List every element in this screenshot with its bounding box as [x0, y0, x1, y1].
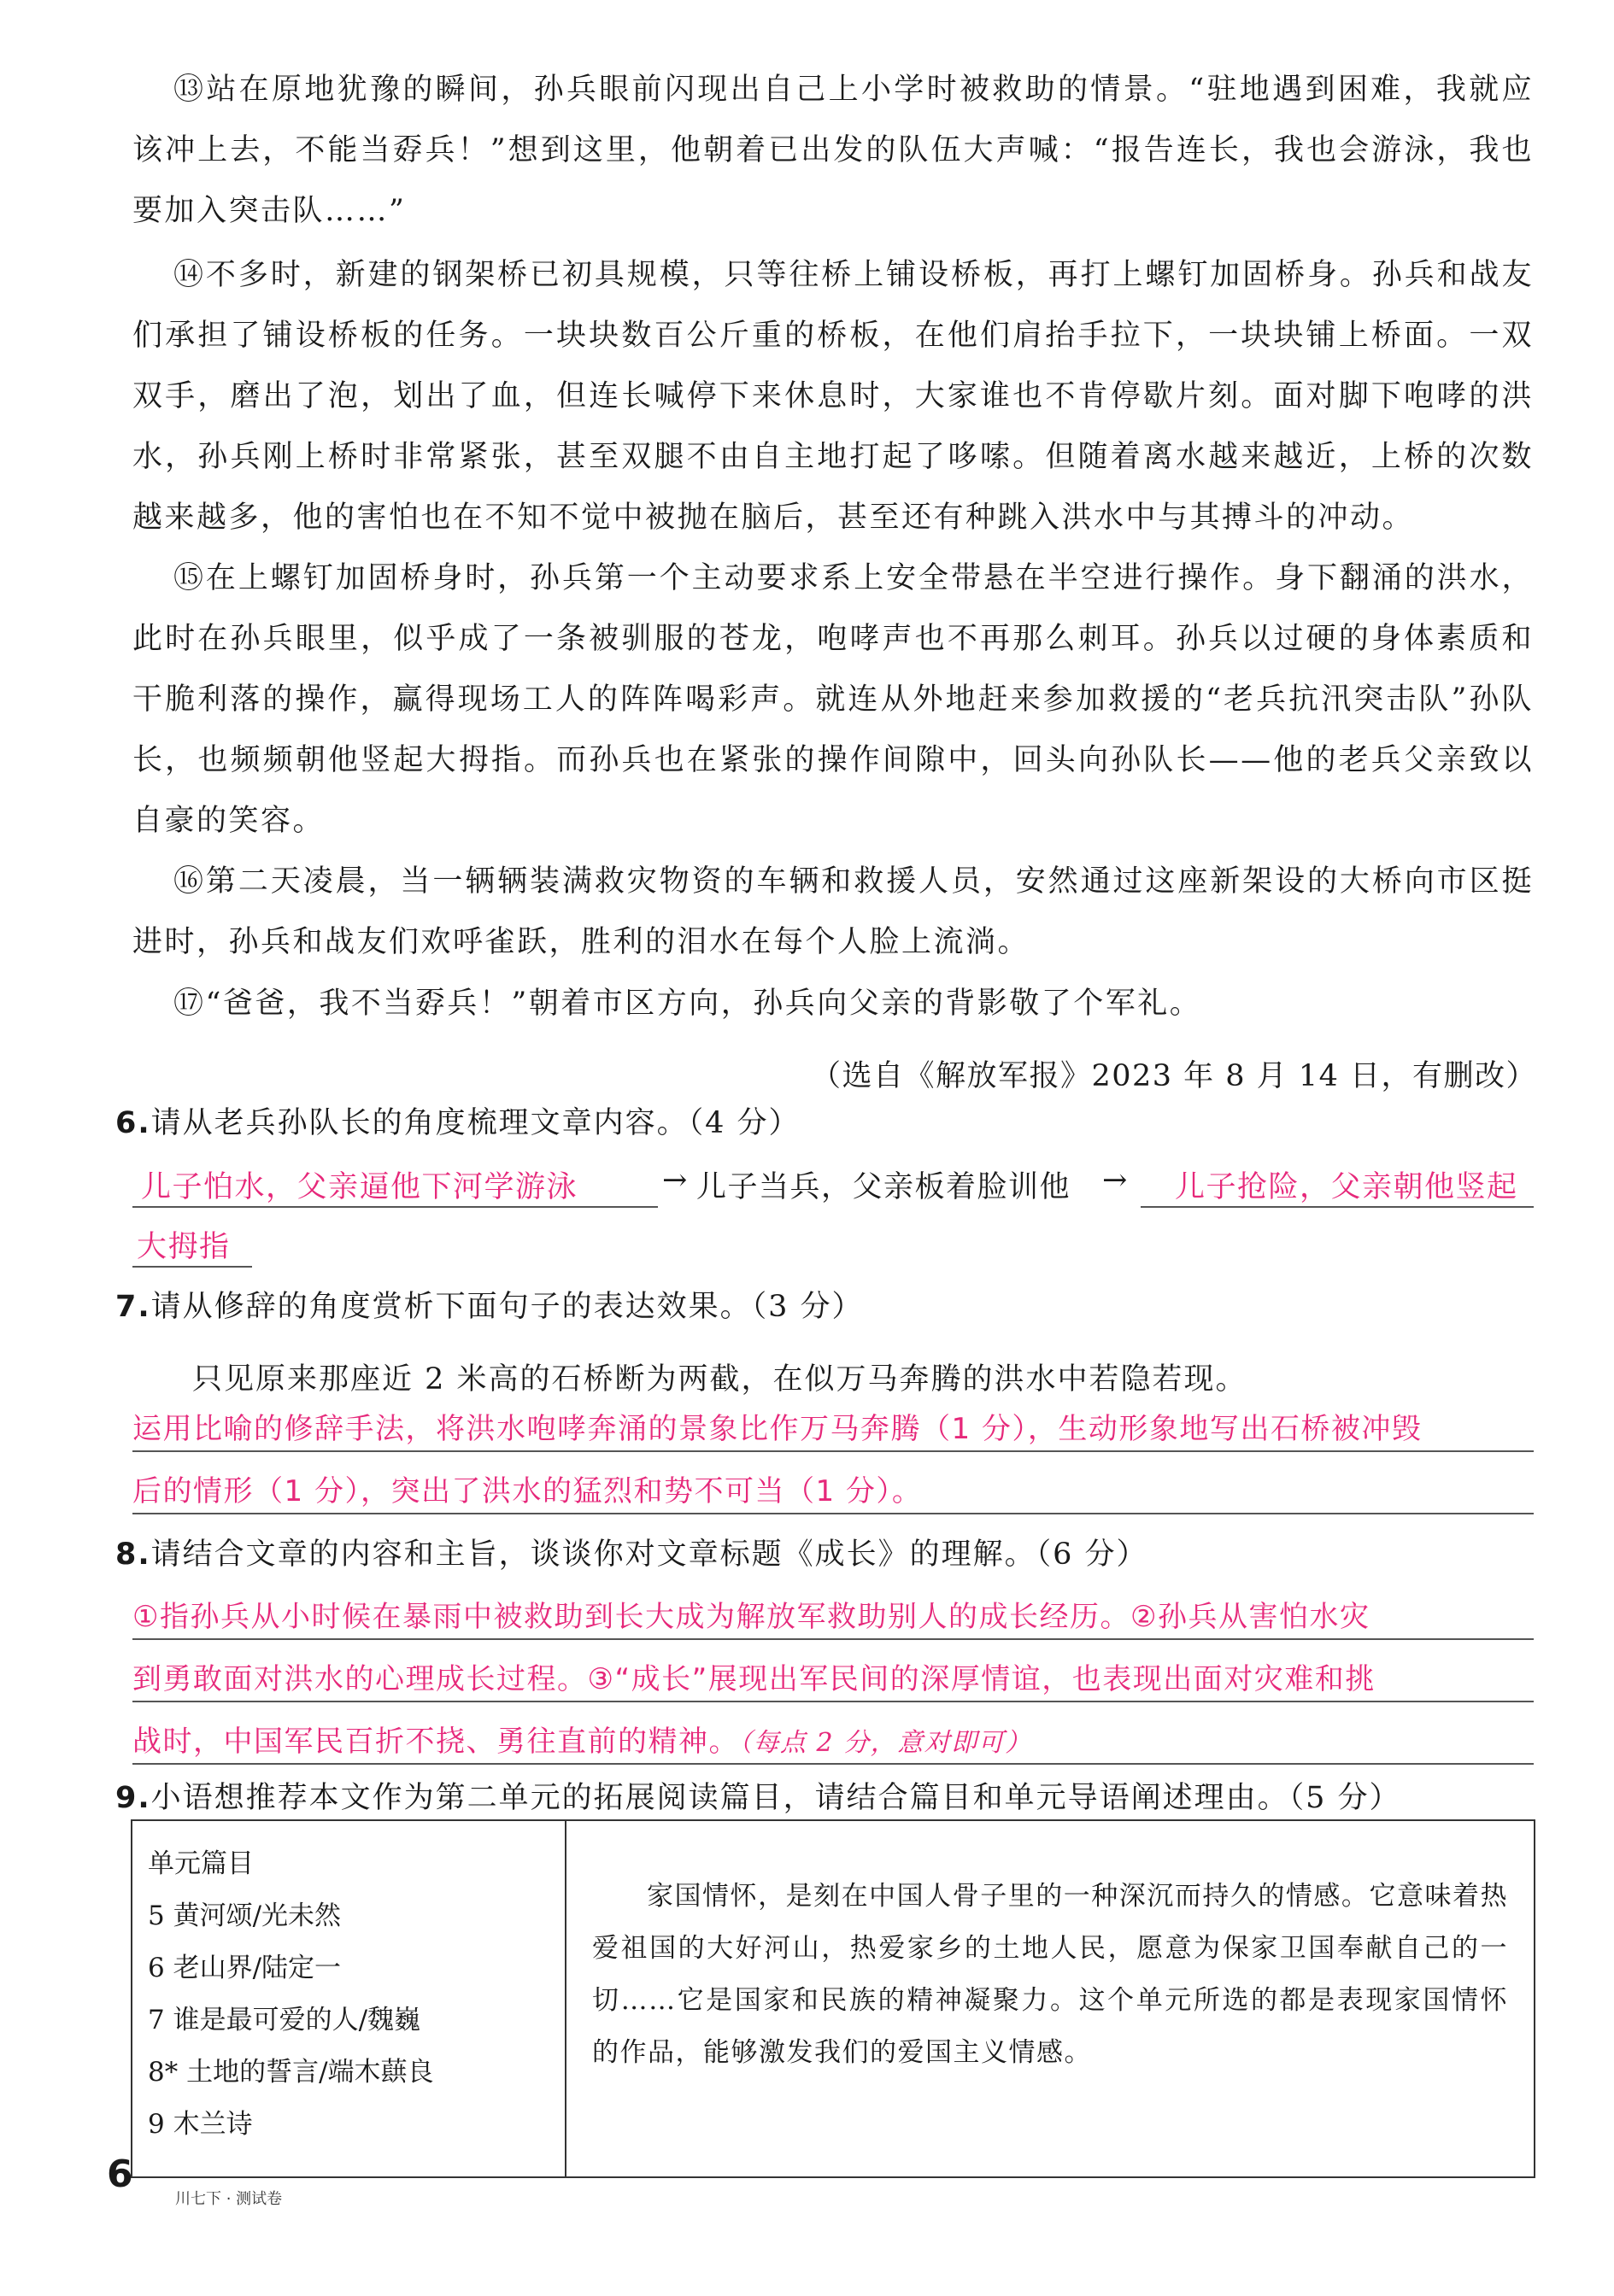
source-citation: （选自《解放军报》2023 年 8 月 14 日，有删改）: [810, 1059, 1537, 1093]
footer-label: 川七下 · 测试卷: [175, 2190, 283, 2208]
q6-arrow-1: →: [662, 1163, 689, 1198]
question-number: 8.: [115, 1538, 151, 1572]
unit-item: 8* 土地的誓言/端木蕻良: [148, 2057, 434, 2088]
question-8: [115, 1529, 1551, 1580]
q6-answer-line-1: [132, 1206, 658, 1208]
question-6: [115, 1098, 1551, 1149]
q6-answer-line-2: [1141, 1206, 1534, 1208]
unit-item: 9 木兰诗: [148, 2109, 253, 2140]
unit-contents-heading: 单元篇目: [148, 1848, 254, 1879]
question-text: 小语想推荐本文作为第二单元的拓展阅读篇目，请结合篇目和单元导语阐述理由。（5 分）: [150, 1781, 1401, 1815]
q8-answer-line-2: 到勇敢面对洪水的心理成长过程。③“成长”展现出军民间的深厚情谊，也表现出面对灾难和挑: [132, 1662, 1376, 1696]
q8-answer-line-1: ①指孙兵从小时候在暴雨中被救助到长大成为解放军救助别人的成长经历。②孙兵从害怕水灾: [132, 1600, 1370, 1634]
q7-underline-1: [132, 1450, 1534, 1452]
unit-intro-cell: 家国情怀，是刻在中国人骨子里的一种深沉而持久的情感。它意味着热爱祖国的大好河山，热爱家乡的土地人民，愿意为保家卫国奉献自己的一切……它是国家和民族的精神凝聚力。这个单元所选的都是表现家国情怀的作品，能够激发我们的爱国主义情感。: [566, 1820, 1535, 2177]
paragraph-13: ⑬站在原地犹豫的瞬间，孙兵眼前闪现出自己上小学时被救助的情景。“驻地遇到困难，我就应该冲上去，不能当孬兵！”想到这里，他朝着已出发的队伍大声喊：“报告连长，我也会游泳，我也要加入突击队……”: [132, 73, 1534, 228]
unit-item: 5 黄河颂/光未然: [148, 1901, 342, 1931]
q6-answer-2: 儿子抢险，父亲朝他竖起: [1175, 1170, 1518, 1204]
q7-underline-2: [132, 1513, 1534, 1514]
q6-arrow-2: →: [1102, 1163, 1129, 1198]
question-number: 9.: [115, 1781, 151, 1815]
question-text: 请从老兵孙队长的角度梳理文章内容。（4 分）: [150, 1106, 801, 1140]
q7-quoted-sentence: 只见原来那座近 2 米高的石桥断为两截，在似万马奔腾的洪水中若隐若现。: [192, 1362, 1247, 1397]
question-9: [115, 1772, 1551, 1824]
q6-middle-text: 儿子当兵，父亲板着脸训他: [696, 1170, 1071, 1204]
q8-scoring-note: （每点 2 分，意对即可）: [739, 1728, 1032, 1758]
question-number: 7.: [115, 1290, 151, 1324]
unit-table: [131, 1819, 1535, 2178]
q8-underline-2: [132, 1701, 1534, 1702]
q6-answer-3: 大拇指: [137, 1230, 231, 1264]
unit-item: 7 谁是最可爱的人/魏巍: [148, 2005, 421, 2035]
q6-answer-line-3: [132, 1266, 252, 1268]
paragraph-17: ⑰“爸爸，我不当孬兵！”朝着市区方向，孙兵向父亲的背影敬了个军礼。: [173, 987, 1202, 1021]
paragraph-14: ⑭不多时，新建的钢架桥已初具规模，只等往桥上铺设桥板，再打上螺钉加固桥身。孙兵和战友们承担了铺设桥板的任务。一块块数百公斤重的桥板，在他们肩抬手拉下，一块块铺上桥面。一双双手，磨出了泡，划出了血，但连长喊停下来休息时，大家谁也不肯停歇片刻。面对脚下咆哮的洪水，孙兵刚上桥时非常紧张，甚至双腿不由自主地打起了哆嗦。但随着离水越来越近，上桥的次数越来越多，他的害怕也在不知不觉中被抛在脑后，甚至还有种跳入洪水中与其搏斗的冲动。: [132, 258, 1534, 535]
q8-underline-1: [132, 1638, 1534, 1640]
question-text: 请结合文章的内容和主旨，谈谈你对文章标题《成长》的理解。（6 分）: [150, 1538, 1148, 1572]
q8-answer-line-3: [132, 1718, 1534, 1760]
q6-answer-1: 儿子怕水，父亲逼他下河学游泳: [141, 1170, 578, 1204]
unit-contents-cell: [132, 1820, 566, 2177]
q7-answer-line-1: 运用比喻的修辞手法，将洪水咆哮奔涌的景象比作万马奔腾（1 分），生动形象地写出石桥被冲毁: [132, 1412, 1423, 1446]
question-7: [115, 1281, 1551, 1332]
page-number: 6: [107, 2152, 133, 2196]
question-text: 请从修辞的角度赏析下面句子的表达效果。（3 分）: [150, 1290, 864, 1324]
paragraph-16: ⑯第二天凌晨，当一辆辆装满救灾物资的车辆和救援人员，安然通过这座新架设的大桥向市区挺进时，孙兵和战友们欢呼雀跃，胜利的泪水在每个人脸上流淌。: [132, 864, 1534, 959]
question-number: 6.: [115, 1106, 151, 1140]
q7-answer-line-2: 后的情形（1 分），突出了洪水的猛烈和势不可当（1 分）。: [132, 1474, 923, 1508]
q8-answer-text: 战时，中国军民百折不挠、勇往直前的精神。: [132, 1725, 739, 1759]
unit-item: 6 老山界/陆定一: [148, 1953, 342, 1983]
q8-underline-3: [132, 1763, 1534, 1765]
paragraph-15: ⑮在上螺钉加固桥身时，孙兵第一个主动要求系上安全带悬在半空进行操作。身下翻涌的洪水，此时在孙兵眼里，似乎成了一条被驯服的苍龙，咆哮声也不再那么刺耳。孙兵以过硬的身体素质和干脆利落的操作，赢得现场工人的阵阵喝彩声。就连从外地赶来参加救援的“老兵抗汛突击队”孙队长，也频频朝他竖起大拇指。而孙兵也在紧张的操作间隙中，回头向孙队长——他的老兵父亲致以自豪的笑容。: [132, 561, 1534, 838]
